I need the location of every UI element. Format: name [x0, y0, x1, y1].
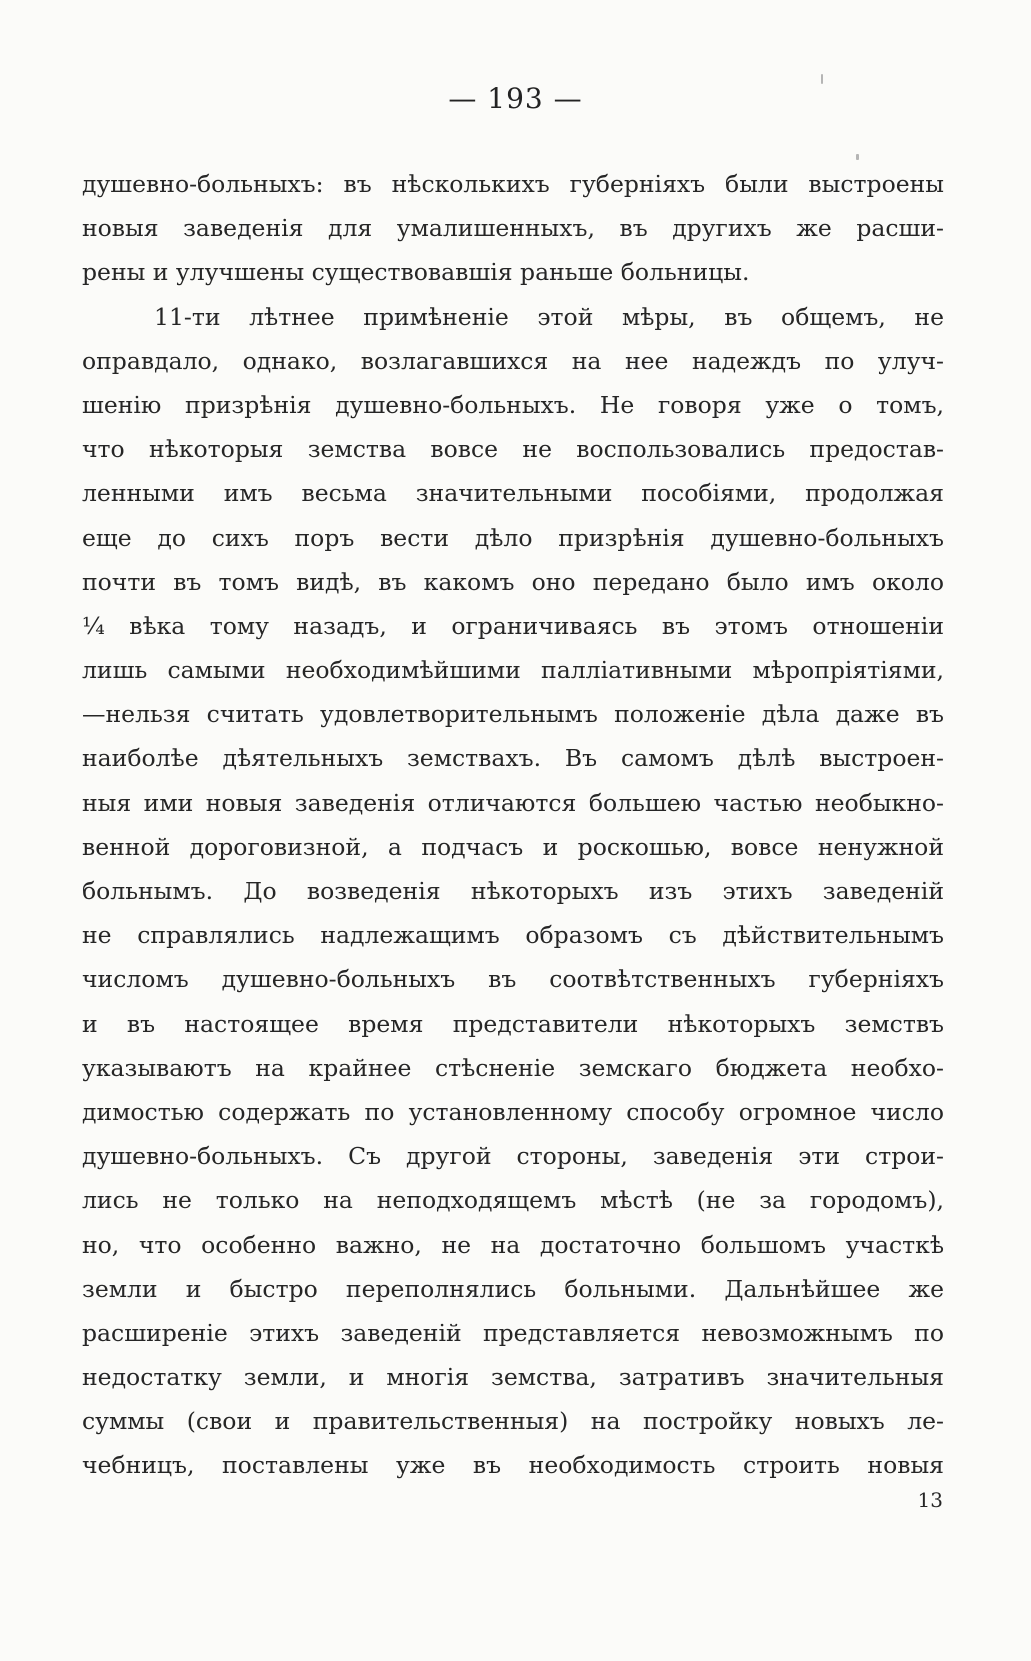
text-line: земли и быстро переполнялись больными. Дальнѣйшее же: [82, 1274, 944, 1303]
printer-signature-mark: 13: [917, 1488, 943, 1512]
text-line: чебницъ, поставлены уже въ необходимость строить новыя: [82, 1451, 944, 1480]
scan-speck: [821, 74, 823, 84]
body-text: [82, 162, 944, 1488]
text-line: ¼ вѣка тому назадъ, и ограничиваясь въ этомъ отношеніи: [82, 611, 944, 640]
text-line: ныя ими новыя заведенія отличаются большею частью необыкно-: [82, 788, 944, 817]
text-line: расширеніе этихъ заведеній представляется невозможнымъ по: [82, 1318, 944, 1347]
text-line: венной дороговизной, а подчасъ и роскошью, вовсе ненужной: [82, 832, 944, 861]
text-line: оправдало, однако, возлагавшихся на нее надеждъ по улуч-: [82, 346, 944, 375]
text-line: наиболѣе дѣятельныхъ земствахъ. Въ самомъ дѣлѣ выстроен-: [82, 744, 944, 773]
text-line: почти въ томъ видѣ, въ какомъ оно передано было имъ около: [82, 567, 944, 596]
text-line: недостатку земли, и многія земства, затративъ значительныя: [82, 1363, 944, 1392]
text-line: не справлялись надлежащимъ образомъ съ дѣйствительнымъ: [82, 921, 944, 950]
text-line: и въ настоящее время представители нѣкоторыхъ земствъ: [82, 1009, 944, 1038]
text-line: указываютъ на крайнее стѣсненіе земскаго бюджета необхо-: [82, 1053, 944, 1082]
text-line: еще до сихъ поръ вести дѣло призрѣнія душевно-больныхъ: [82, 523, 944, 552]
text-line: новыя заведенія для умалишенныхъ, въ другихъ же расши-: [82, 214, 944, 243]
text-line: рены и улучшены существовавшія раньше больницы.: [82, 258, 750, 287]
text-line: —нельзя считать удовлетворительнымъ положеніе дѣла даже въ: [82, 700, 944, 729]
text-line: шенію призрѣнія душевно-больныхъ. Не говоря уже о томъ,: [82, 390, 944, 419]
text-line: лишь самыми необходимѣйшими палліативными мѣропріятіями,: [82, 656, 944, 685]
text-line: лись не только на неподходящемъ мѣстѣ (не за городомъ),: [82, 1186, 944, 1215]
paragraph-start-line: 11-ти лѣтнее примѣненіе этой мѣры, въ общемъ, не: [154, 302, 944, 331]
text-line: что нѣкоторыя земства вовсе не воспользовались предостав-: [82, 435, 944, 464]
text-line: душевно-больныхъ: въ нѣсколькихъ губерніяхъ были выстроены: [82, 170, 944, 198]
text-line: числомъ душевно-больныхъ въ соотвѣтственныхъ губерніяхъ: [82, 965, 944, 994]
text-line: душевно-больныхъ. Съ другой стороны, заведенія эти строи-: [82, 1142, 944, 1171]
text-line: суммы (свои и правительственныя) на постройку новыхъ ле-: [82, 1407, 944, 1436]
text-line: больнымъ. До возведенія нѣкоторыхъ изъ этихъ заведеній: [82, 877, 944, 905]
text-line: димостью содержать по установленному способу огромное число: [82, 1097, 944, 1126]
scan-speck: [856, 154, 859, 160]
text-line: ленными имъ весьма значительными пособіями, продолжая: [82, 479, 944, 508]
text-line: но, что особенно важно, не на достаточно большомъ участкѣ: [82, 1230, 944, 1259]
page-number: — 193 —: [448, 82, 583, 115]
